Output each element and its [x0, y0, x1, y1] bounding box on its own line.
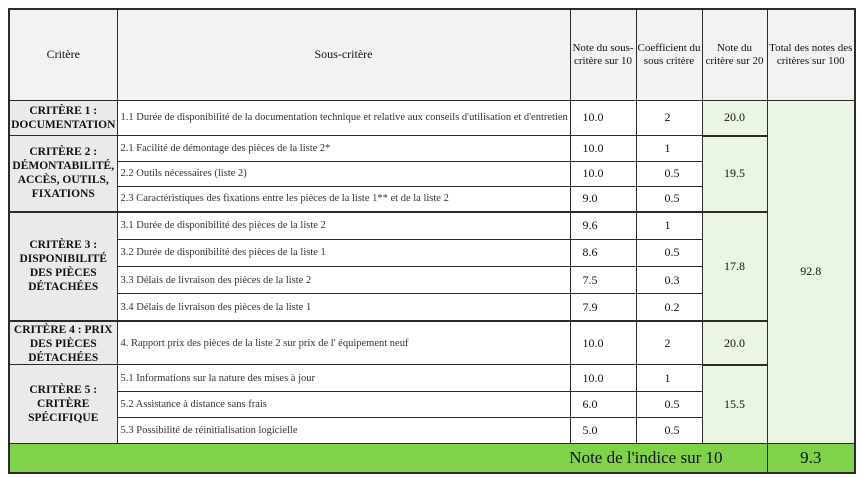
sous-critere-label: 5.2 Assistance à distance sans frais	[117, 391, 570, 417]
footer-value: 9.3	[767, 444, 855, 473]
sous-critere-coef: 0.5	[636, 186, 702, 211]
table-row	[9, 321, 855, 365]
sous-critere-label: 5.1 Informations sur la nature des mises à jour	[117, 365, 570, 391]
header-coefficient: Coefficient du sous critère	[636, 9, 702, 100]
sous-critere-label: 1.1 Durée de disponibilité de la documentation technique et relative aux conseils d'utilisation et d'entretien	[117, 100, 570, 136]
critere-3-label: CRITÈRE 3 : DISPONIBILITÉ DES PIÈCES DÉTACHÉES	[9, 212, 117, 322]
table-row	[9, 100, 855, 136]
sous-critere-coef: 2	[636, 100, 702, 136]
sous-critere-coef: 1	[636, 136, 702, 161]
sous-critere-label: 3.4 Délais de livraison des pièces de la liste 1	[117, 294, 570, 321]
sous-critere-coef: 0.3	[636, 266, 702, 293]
sous-critere-coef: 1	[636, 212, 702, 239]
critere-2-label: CRITÈRE 2 : DÉMONTABILITÉ, ACCÈS, OUTILS, FIXATIONS	[9, 136, 117, 212]
sous-critere-label: 2.2 Outils nécessaires (liste 2)	[117, 161, 570, 186]
sous-critere-coef: 0.2	[636, 294, 702, 321]
sous-critere-note: 7.9	[570, 294, 636, 321]
critere-2-note: 19.5	[702, 136, 767, 212]
sous-critere-coef: 1	[636, 365, 702, 391]
sous-critere-coef: 0.5	[636, 418, 702, 444]
critere-5-label: CRITÈRE 5 : CRITÈRE SPÉCIFIQUE	[9, 365, 117, 444]
header-sous-critere: Sous-critère	[117, 9, 570, 100]
table-row	[9, 365, 855, 391]
critere-3-note: 17.8	[702, 212, 767, 322]
sous-critere-label: 4. Rapport prix des pièces de la liste 2 sur prix de l' équipement neuf	[117, 321, 570, 365]
sous-critere-note: 10.0	[570, 161, 636, 186]
sous-critere-label: 3.3 Délais de livraison des pièces de la liste 2	[117, 266, 570, 293]
footer-label: Note de l'indice sur 10	[9, 444, 767, 473]
critere-5-note: 15.5	[702, 365, 767, 444]
sous-critere-label: 3.2 Durée de disponibilité des pièces de la liste 1	[117, 239, 570, 266]
sous-critere-note: 10.0	[570, 136, 636, 161]
sous-critere-coef: 0.5	[636, 239, 702, 266]
header-note-sous-critere: Note du sous-critère sur 10	[570, 9, 636, 100]
sous-critere-coef: 0.5	[636, 391, 702, 417]
sous-critere-label: 2.3 Caractéristiques des fixations entre les pièces de la liste 1** et de la liste 2	[117, 186, 570, 211]
sous-critere-coef: 0.5	[636, 161, 702, 186]
critere-1-note: 20.0	[702, 100, 767, 136]
sous-critere-note: 6.0	[570, 391, 636, 417]
sous-critere-note: 5.0	[570, 418, 636, 444]
sous-critere-note: 8.6	[570, 239, 636, 266]
sous-critere-note: 7.5	[570, 266, 636, 293]
critere-1-label: CRITÈRE 1 : DOCUMENTATION	[9, 100, 117, 136]
sous-critere-note: 10.0	[570, 365, 636, 391]
footer-row	[9, 444, 855, 473]
repairability-score-table	[8, 8, 856, 474]
header-total: Total des notes des critères sur 100	[767, 9, 855, 100]
header-critere: Critère	[9, 9, 117, 100]
header-note-critere: Note du critère sur 20	[702, 9, 767, 100]
sous-critere-label: 3.1 Durée de disponibilité des pièces de la liste 2	[117, 212, 570, 239]
sous-critere-label: 5.3 Possibilité de réinitialisation logicielle	[117, 418, 570, 444]
sous-critere-note: 10.0	[570, 321, 636, 365]
total-notes: 92.8	[767, 100, 855, 444]
table-row	[9, 136, 855, 161]
sous-critere-note: 10.0	[570, 100, 636, 136]
sous-critere-label: 2.1 Facilité de démontage des pièces de la liste 2*	[117, 136, 570, 161]
table-row	[9, 212, 855, 239]
critere-4-note: 20.0	[702, 321, 767, 365]
critere-4-label: CRITÈRE 4 : PRIX DES PIÈCES DÉTACHÉES	[9, 321, 117, 365]
sous-critere-coef: 2	[636, 321, 702, 365]
sous-critere-note: 9.0	[570, 186, 636, 211]
sous-critere-note: 9.6	[570, 212, 636, 239]
